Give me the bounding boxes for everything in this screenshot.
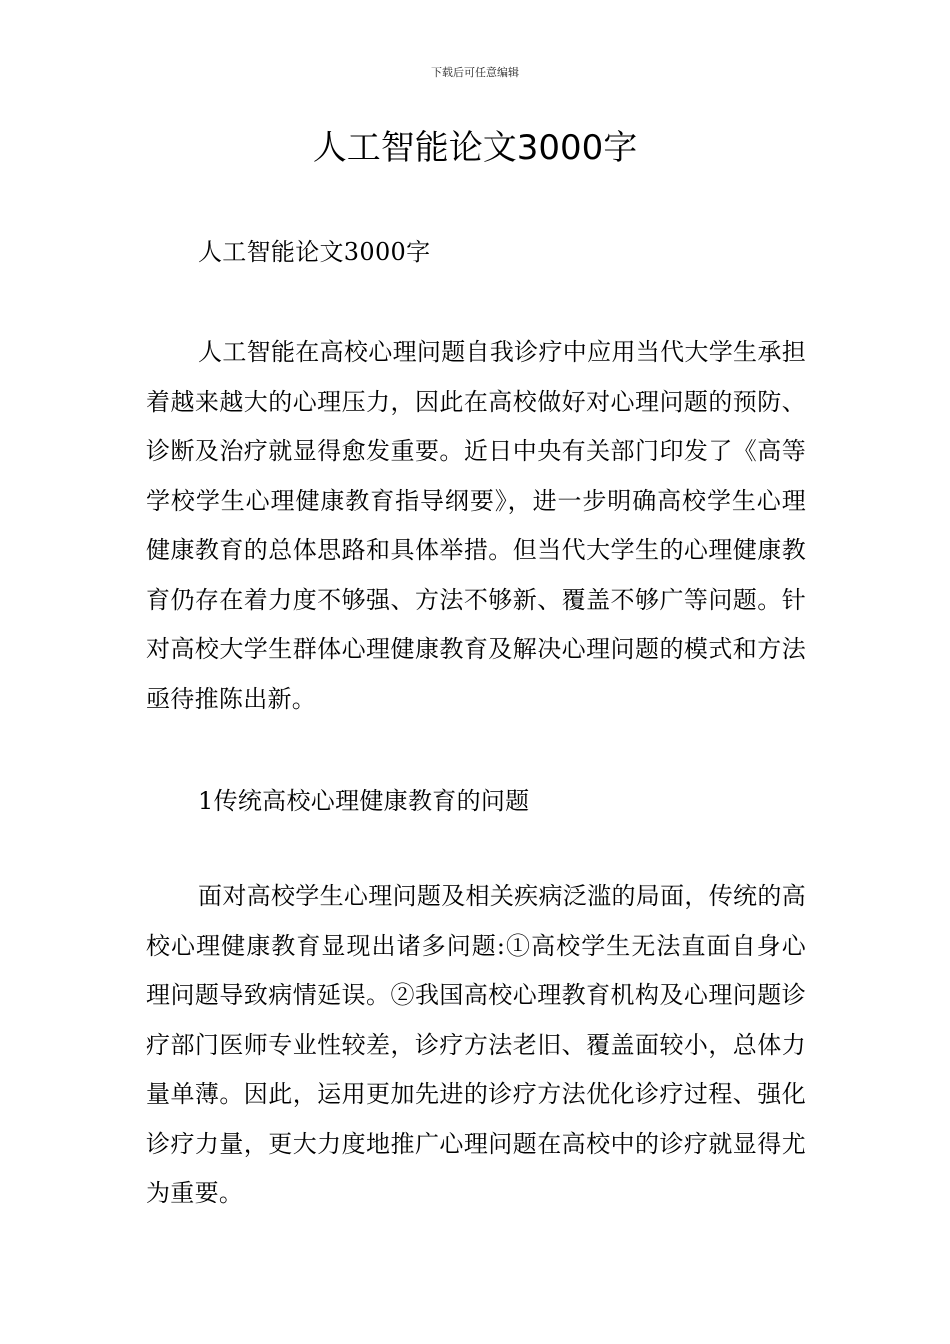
document-title: 人工智能论文3000字: [312, 128, 638, 168]
intro-paragraph: 人工智能在高校心理问题自我诊疗中应用当代大学生承担着越来越大的心理压力，因此在高校做好对心理问题的预防、诊断及治疗就显得愈发重要。近日中央有关部门印发了《高等学校学生心理健康教育指导纲要》，进一步明确高校学生心理健康教育的总体思路和具体举措。但当代大学生的心理健康教育仍存在着力度不够强、方法不够新、覆盖不够广等问题。针对高校大学生群体心理健康教育及解决心理问题的模式和方法亟待推陈出新。: [146, 338, 806, 713]
section-heading: 1传统高校心理健康教育的问题: [198, 787, 530, 815]
problem-paragraph: 面对高校学生心理问题及相关疾病泛滥的局面，传统的高校心理健康教育显现出诸多问题:①高校学生无法直面自身心理问题导致病情延误。②我国高校心理教育机构及心理问题诊疗部门医师专业性较差，诊疗方法老旧、覆盖面较小，总体力量单薄。因此，运用更加先进的诊疗方法优化诊疗过程、强化诊疗力量，更大力度地推广心理问题在高校中的诊疗就显得尤为重要。: [146, 882, 806, 1207]
header-note: 下载后可任意编辑: [431, 66, 519, 79]
document-subtitle: 人工智能论文3000字: [198, 238, 431, 266]
